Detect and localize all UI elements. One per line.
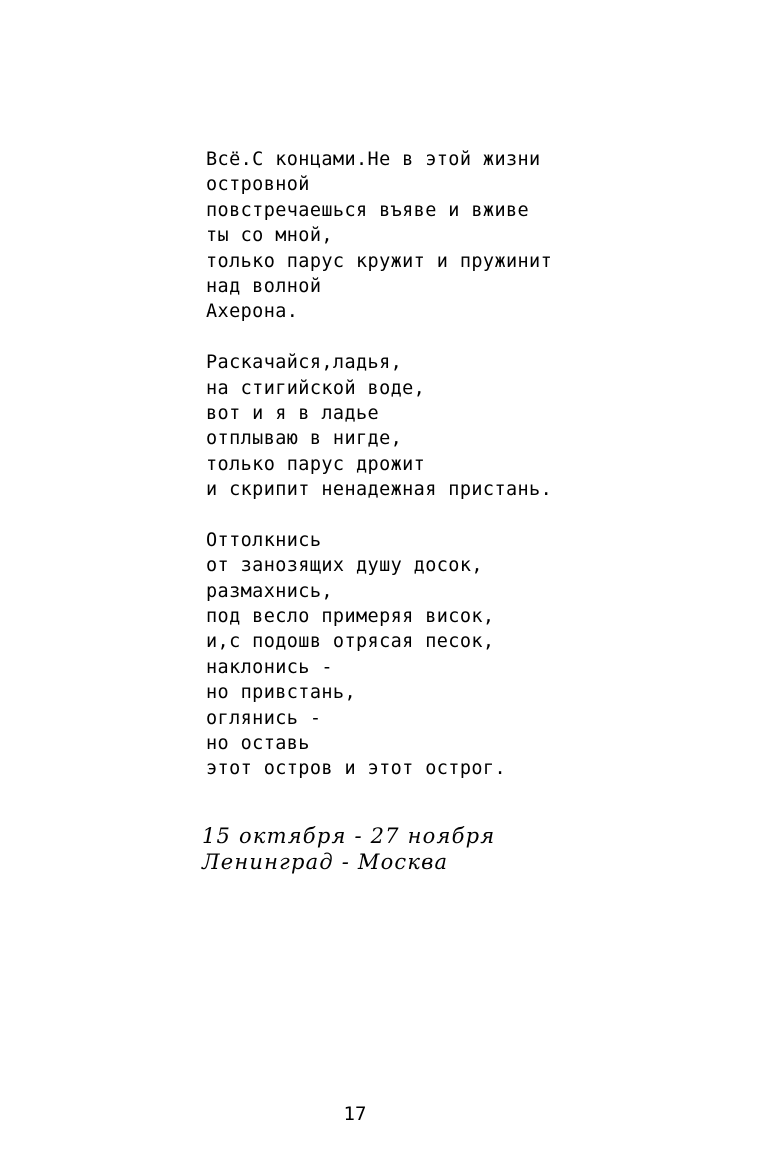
poem-line: и,с подошв отрясая песок, xyxy=(206,631,495,653)
stanza-3 xyxy=(206,528,766,782)
poem-line: этот остров и этот острог. xyxy=(206,758,506,780)
poem-line: наклонись - xyxy=(206,656,333,678)
poem-line: и скрипит ненадежная пристань. xyxy=(206,479,553,501)
poem-line: но оставь xyxy=(206,732,310,754)
poem-line: только парус кружит и пружинит xyxy=(206,250,553,272)
page-number: 17 xyxy=(343,1103,367,1125)
poem-line: Всё.С концами.Не в этой жизни xyxy=(206,149,541,170)
poem-line: только парус дрожит xyxy=(206,453,426,475)
poem-line: Раскачайся,ладья, xyxy=(206,352,403,374)
poem-line: повстречаешься въяве и вживе xyxy=(206,199,530,221)
dateline-dates: 15 октября - 27 ноября xyxy=(202,824,496,848)
dateline xyxy=(202,823,495,875)
stanza-1 xyxy=(206,147,766,325)
dateline-places: Ленинград - Москва xyxy=(202,850,449,874)
poem-line: над волной xyxy=(206,275,322,297)
poem-line: от занозящих душу досок, xyxy=(206,555,483,577)
poem-line: на стигийской воде, xyxy=(206,377,426,399)
poem-line: ты со мной, xyxy=(206,225,333,247)
poem-line: оглянись - xyxy=(206,707,322,729)
poem-line: Ахерона. xyxy=(206,301,299,323)
poem-line: островной xyxy=(206,174,310,196)
poem-line: размахнись, xyxy=(206,580,333,602)
stanza-2 xyxy=(206,350,766,502)
poem-line: но привстань, xyxy=(206,682,356,704)
poem-line: вот и я в ладье xyxy=(206,402,380,424)
poem-line: Оттолкнись xyxy=(206,529,322,551)
poem xyxy=(206,147,766,807)
poem-line: отплываю в нигде, xyxy=(206,428,403,450)
poem-line: под весло примеряя висок, xyxy=(206,606,495,628)
